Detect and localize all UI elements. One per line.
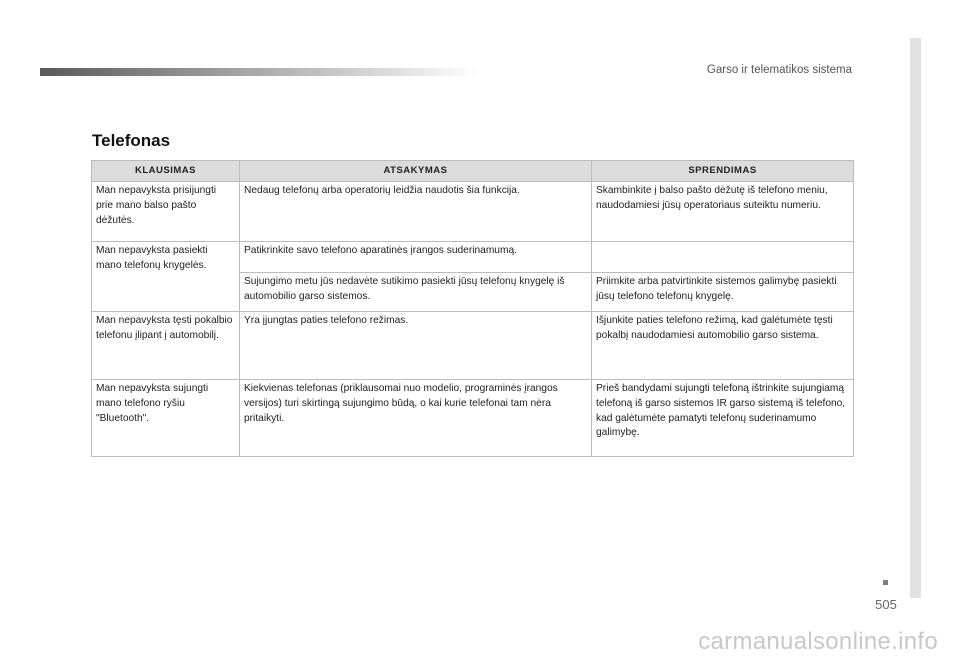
header-title: Garso ir telematikos sistema — [706, 64, 852, 76]
answer-cell: Kiekvienas telefonas (priklausomai nuo modelio, programinės įrangos versijos) turi skirtingą sujungimo būdą, o kai kurie telefonai tam nėra pritaikyti. — [240, 380, 592, 457]
answer-cell: Sujungimo metu jūs nedavėte sutikimo pasiekti jūsų telefonų knygelę iš automobilio garso sistemos. — [240, 273, 592, 312]
solution-cell: Išjunkite paties telefono režimą, kad galėtumėte tęsti pokalbį naudodamiesi automobilio garso sistema. — [592, 312, 854, 380]
column-header-answer: ATSAKYMAS — [240, 161, 592, 182]
column-header-question: KLAUSIMAS — [92, 161, 240, 182]
solution-cell: Skambinkite į balso pašto dėžutę iš telefono meniu, naudodamiesi jūsų operatoriaus suteiktu numeriu. — [592, 182, 854, 242]
page-marker-square — [883, 580, 888, 585]
answer-cell: Patikrinkite savo telefono aparatinės įrangos suderinamumą. — [240, 242, 592, 273]
page-edge-strip — [910, 38, 921, 598]
column-header-solution: SPRENDIMAS — [592, 161, 854, 182]
page-number: 505 — [875, 597, 897, 612]
question-cell: Man nepavyksta prisijungti prie mano balso pašto dėžutės. — [92, 182, 240, 242]
watermark-text: carmanualsonline.info — [698, 628, 938, 655]
question-cell: Man nepavyksta sujungti mano telefono ryšiu "Bluetooth". — [92, 380, 240, 457]
table-row — [92, 242, 854, 273]
table-row — [92, 182, 854, 242]
table-header-row — [92, 161, 854, 182]
answer-cell: Yra įjungtas paties telefono režimas. — [240, 312, 592, 380]
question-cell: Man nepavyksta tęsti pokalbio telefonu įlipant į automobilį. — [92, 312, 240, 380]
table-row — [92, 380, 854, 457]
answer-cell: Nedaug telefonų arba operatorių leidžia naudotis šia funkcija. — [240, 182, 592, 242]
faq-table — [91, 160, 854, 457]
solution-cell: Prieš bandydami sujungti telefoną ištrinkite sujungiamą telefoną iš garso sistemos IR garso sistemą iš telefono, kad galėtumėte pamatyti telefonų suderinamumo galimybę. — [592, 380, 854, 457]
table-row — [92, 312, 854, 380]
header-gradient-bar — [40, 68, 480, 76]
solution-cell — [592, 242, 854, 273]
question-cell: Man nepavyksta pasiekti mano telefonų knygelės. — [92, 242, 240, 312]
section-title: Telefonas — [92, 131, 171, 150]
solution-cell: Priimkite arba patvirtinkite sistemos galimybę pasiekti jūsų telefono telefonų knygelę. — [592, 273, 854, 312]
